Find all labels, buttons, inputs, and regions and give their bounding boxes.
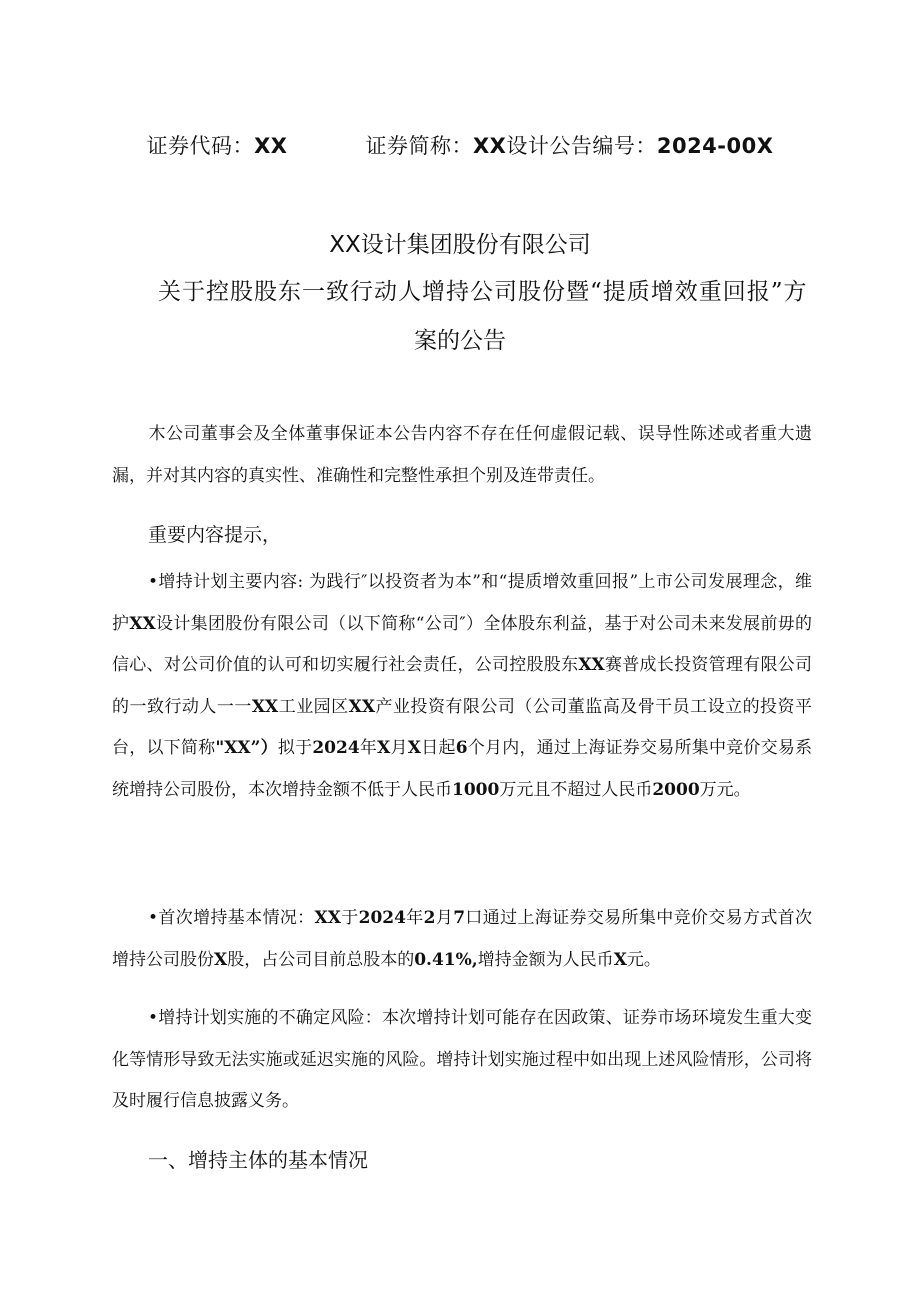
intro-text: 木公司董事会及全体董事保证本公告内容不存在任何虚假记载、误导性陈述或者重大遗漏，并对其内容的真实性、准确性和完整性承担个别及连带责任。 (112, 424, 812, 486)
security-code-label: 证券代码： (146, 134, 255, 158)
notice-number-label: 设计公告编号： (506, 134, 657, 158)
security-code-value: XX (254, 134, 288, 158)
announcement-title-line2: 案的公告 (414, 328, 506, 354)
key-points-heading: 重要内容提示， (148, 524, 282, 546)
bullet-risk (112, 998, 812, 1123)
notice-number-value: 2024-00X (656, 134, 774, 158)
security-name-label: 证券简称： (365, 134, 473, 158)
bullet-first-purchase: •首次增持基本情况：XX于2024年2月7口通过上海证券交易所集中竞价交易方式首次增持公司股份X股，占公司目前总股本的0.41%,增持金额为人民币X元。 (112, 908, 813, 970)
risk-text: •增持计划实施的不确定风险：本次增持计划可能存在因政策、证券市场环境发生重大变化等情形导致无法实施或延迟实施的风险。增持计划实施过程中如出现上述风险情形，公司将及时履行信息披露义务。 (112, 1008, 812, 1111)
announcement-title-line1: 关于控股股东一致行动人增持公司股份暨“提质增效重回报”方 (158, 279, 808, 305)
section-1-heading: 一、增持主体的基本情况 (148, 1148, 368, 1172)
intro-paragraph (112, 414, 812, 497)
company-title: XX设计集团股份有限公司 (329, 232, 591, 258)
bullet-plan-content: •增持计划主要内容: 为践行″以投资者为本”和“提质增效重回报”上市公司发展理念，维护XX设计集团股份有限公司（以下简称“公司″）全体股东利益，基于对公司未来发展前毋的信心、对公司价值的认可和切实履行社会责任，公司控股股东XX赛普成长投资管理有限公司的一致行动人一一XX工业园区XX产业投资有限公司（公司董监高及骨干员工设立的投资平台，以下简称"XX”）拟于2024年X月X日起6个月内，通过上海证券交易所集中竞价交易系统增持公司股份，本次增持金额不低于人民币1000万元且不超过人民币2000万元。 (112, 572, 813, 800)
security-name-value: XX (472, 134, 507, 158)
announcement-header (0, 130, 920, 160)
